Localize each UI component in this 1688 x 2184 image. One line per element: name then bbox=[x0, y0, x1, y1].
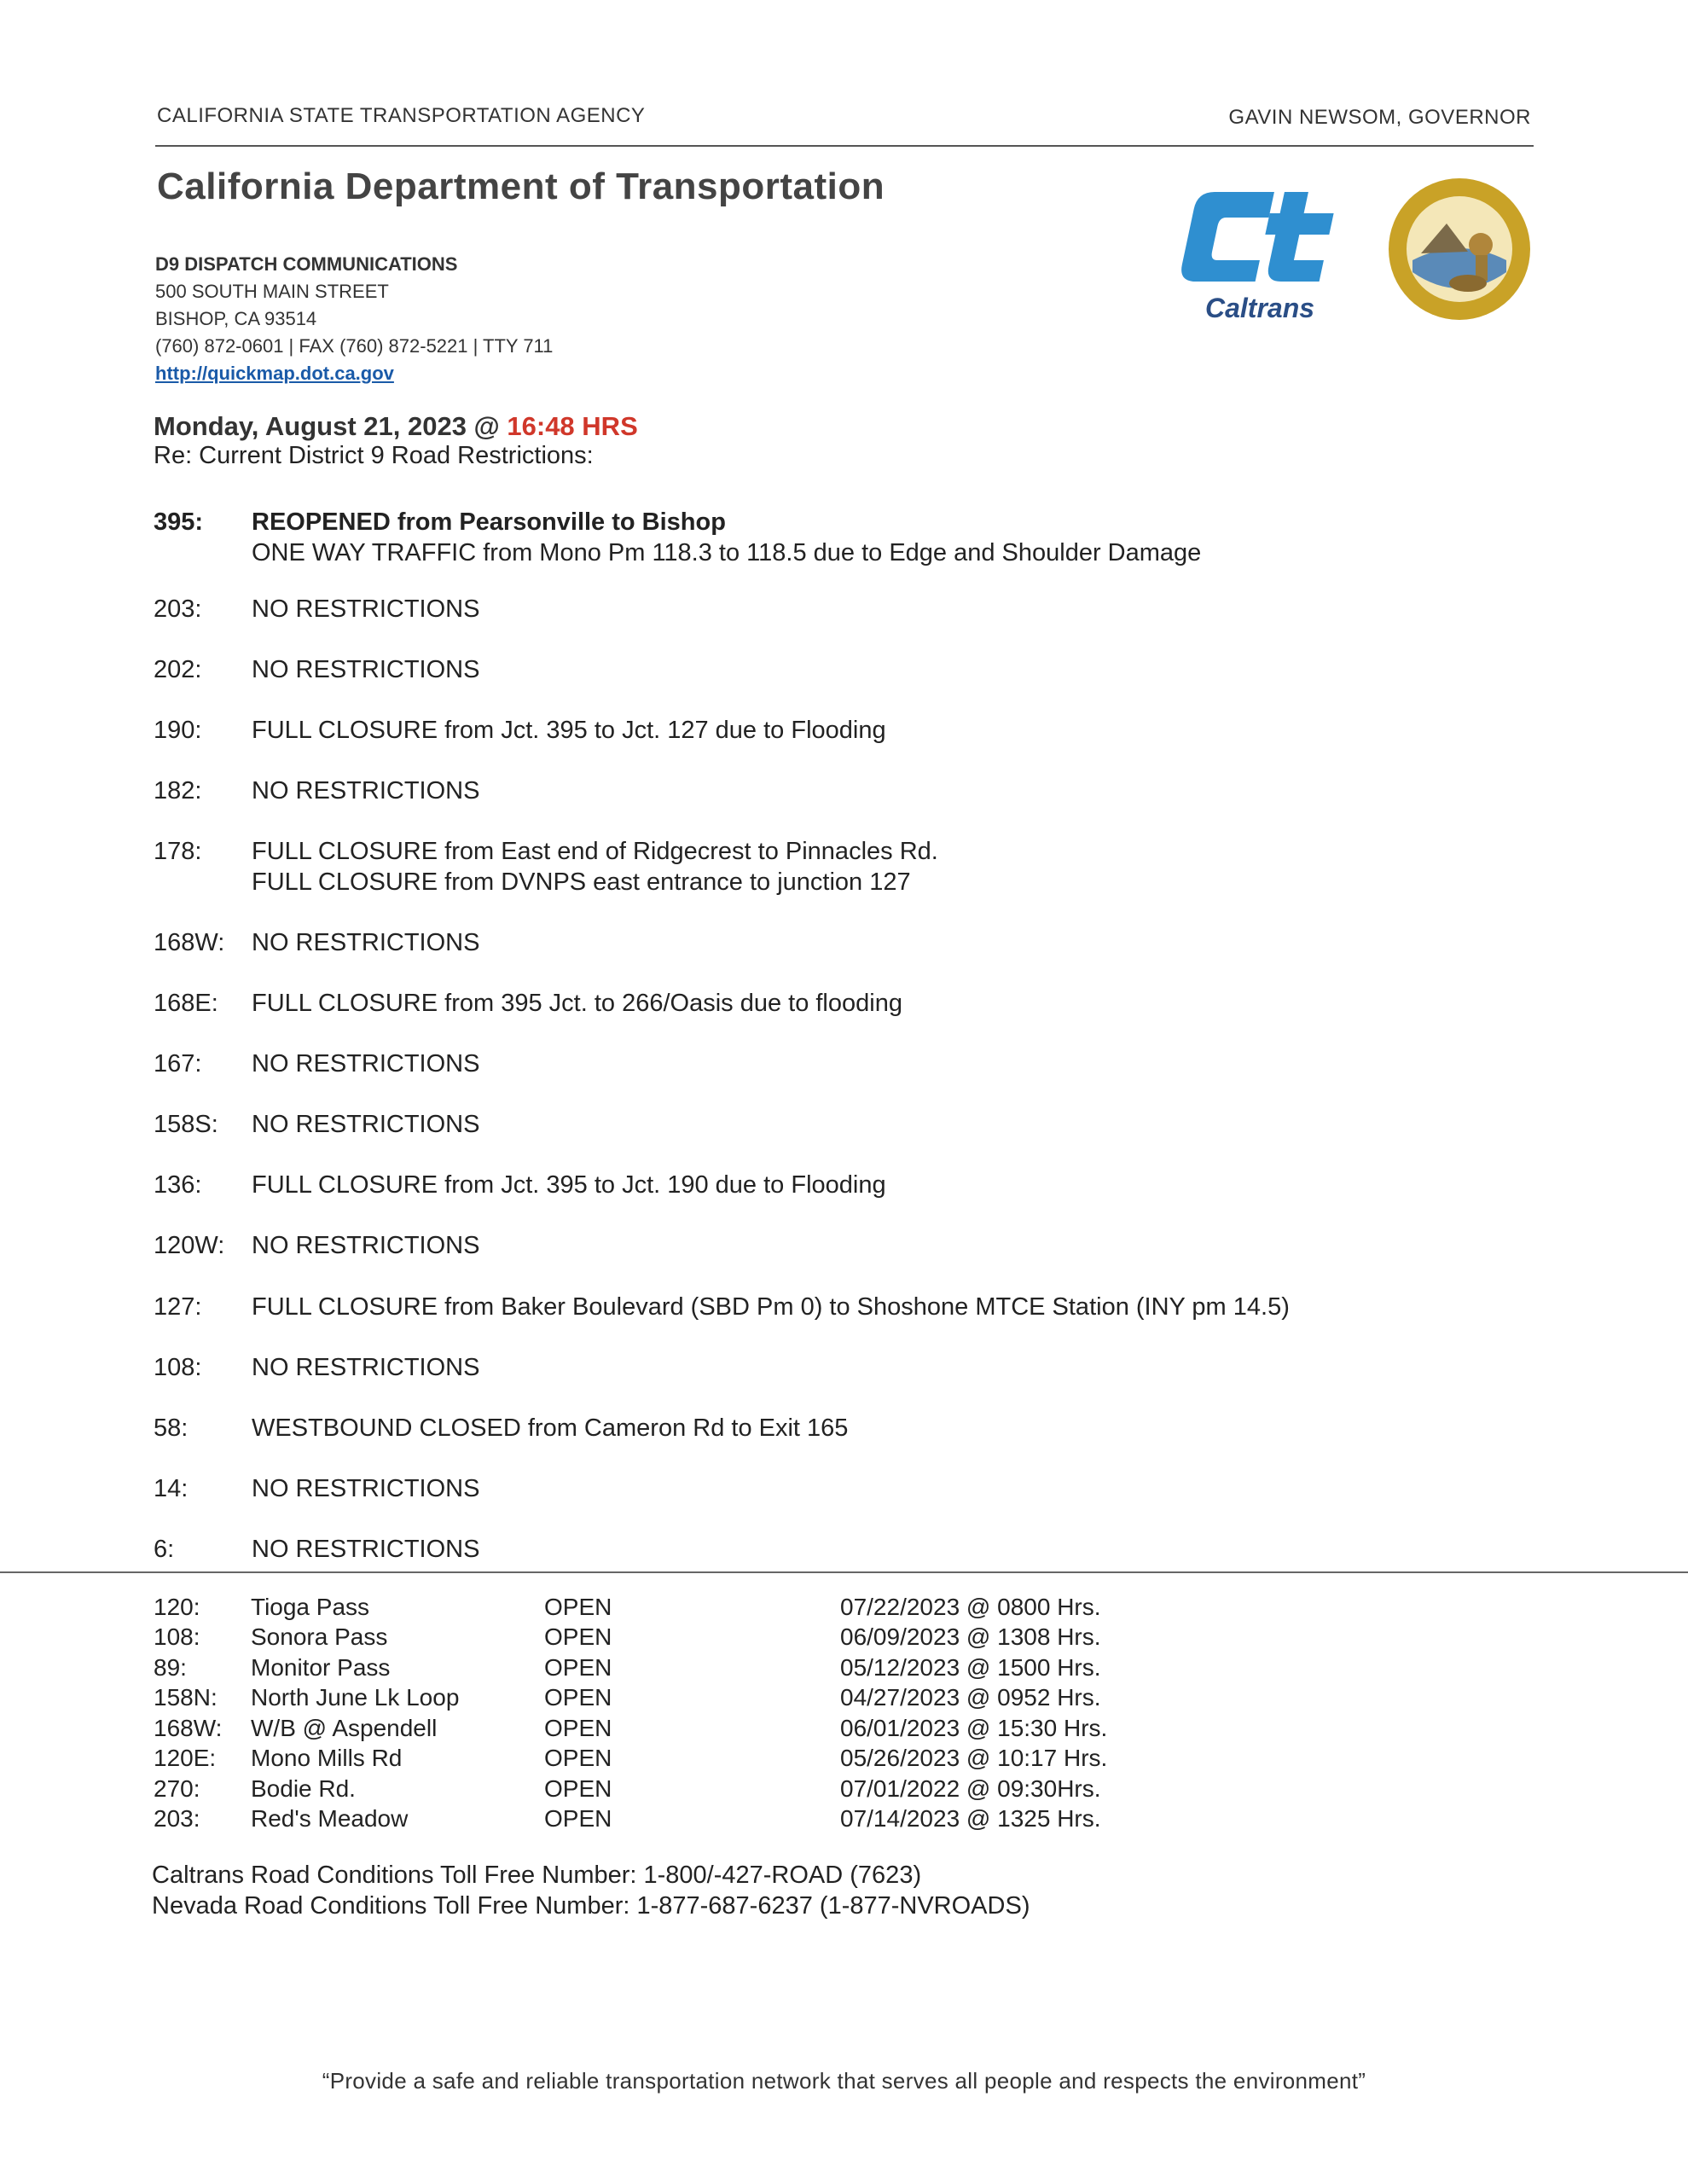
route-status: NO RESTRICTIONS bbox=[252, 1475, 480, 1502]
footer-motto: “Provide a safe and reliable transportation network that serves all people and respects the environment” bbox=[322, 2068, 1366, 2094]
pass-route: 270: bbox=[154, 1775, 200, 1802]
route-status: NO RESTRICTIONS bbox=[252, 1050, 480, 1077]
route-status: NO RESTRICTIONS bbox=[252, 656, 480, 683]
route-number: 190: bbox=[154, 717, 202, 744]
route-number: 6: bbox=[154, 1536, 175, 1563]
caltrans-logo-text: Caltrans bbox=[1205, 293, 1315, 323]
report-date: Monday, August 21, 2023 @ bbox=[154, 411, 508, 441]
pass-status: OPEN bbox=[544, 1715, 612, 1741]
pass-name: Sonora Pass bbox=[251, 1623, 388, 1650]
pass-name: Monitor Pass bbox=[251, 1654, 391, 1681]
pass-route: 158N: bbox=[154, 1684, 218, 1711]
pass-date: 06/01/2023 @ 15:30 Hrs. bbox=[840, 1715, 1108, 1741]
route-number: 120W: bbox=[154, 1232, 225, 1259]
route-number: 168E: bbox=[154, 990, 218, 1017]
route-status: NO RESTRICTIONS bbox=[252, 1536, 480, 1563]
pass-name: North June Lk Loop bbox=[251, 1684, 460, 1711]
route-number: 167: bbox=[154, 1050, 202, 1077]
pass-date: 07/01/2022 @ 09:30Hrs. bbox=[840, 1775, 1101, 1802]
route-status: REOPENED from Pearsonville to Bishop bbox=[252, 508, 726, 536]
pass-date: 07/22/2023 @ 0800 Hrs. bbox=[840, 1594, 1101, 1620]
pass-date: 05/26/2023 @ 10:17 Hrs. bbox=[840, 1745, 1108, 1771]
governor-name: GAVIN NEWSOM, GOVERNOR bbox=[1228, 106, 1531, 129]
route-status: FULL CLOSURE from Jct. 395 to Jct. 190 due to Flooding bbox=[252, 1171, 886, 1199]
route-status: FULL CLOSURE from Jct. 395 to Jct. 127 due to Flooding bbox=[252, 717, 886, 744]
pass-status: OPEN bbox=[544, 1684, 612, 1711]
state-seal-icon bbox=[1387, 177, 1532, 322]
pass-route: 89: bbox=[154, 1654, 187, 1681]
agency-name: CALIFORNIA STATE TRANSPORTATION AGENCY bbox=[157, 104, 646, 127]
office-block bbox=[155, 251, 553, 387]
caltrans-toll-number: Caltrans Road Conditions Toll Free Number: 1-800/-427-ROAD (7623) bbox=[152, 1862, 922, 1889]
route-status: NO RESTRICTIONS bbox=[252, 777, 480, 804]
pass-status: OPEN bbox=[544, 1623, 612, 1650]
pass-name: Red's Meadow bbox=[251, 1805, 409, 1832]
route-status: FULL CLOSURE from DVNPS east entrance to junction 127 bbox=[252, 868, 911, 896]
pass-status: OPEN bbox=[544, 1775, 612, 1802]
route-number: 182: bbox=[154, 777, 202, 804]
route-status: NO RESTRICTIONS bbox=[252, 595, 480, 623]
pass-name: Bodie Rd. bbox=[251, 1775, 356, 1802]
pass-route: 120E: bbox=[154, 1745, 217, 1771]
pass-route: 108: bbox=[154, 1623, 200, 1650]
route-status: NO RESTRICTIONS bbox=[252, 1111, 480, 1138]
pass-status: OPEN bbox=[544, 1654, 612, 1681]
route-number: 202: bbox=[154, 656, 202, 683]
pass-date: 05/12/2023 @ 1500 Hrs. bbox=[840, 1654, 1101, 1681]
pass-status: OPEN bbox=[544, 1805, 612, 1832]
route-number: 108: bbox=[154, 1354, 202, 1381]
report-time: 16:48 HRS bbox=[507, 411, 638, 441]
route-status: FULL CLOSURE from East end of Ridgecrest to Pinnacles Rd. bbox=[252, 838, 938, 865]
route-number: 395: bbox=[154, 508, 204, 536]
route-status: FULL CLOSURE from Baker Boulevard (SBD Pm 0) to Shoshone MTCE Station (INY pm 14.5) bbox=[252, 1293, 1290, 1321]
route-status: ONE WAY TRAFFIC from Mono Pm 118.3 to 118.5 due to Edge and Shoulder Damage bbox=[252, 539, 1202, 566]
route-status: NO RESTRICTIONS bbox=[252, 1232, 480, 1259]
report-subject: Re: Current District 9 Road Restrictions: bbox=[154, 442, 594, 469]
route-status: WESTBOUND CLOSED from Cameron Rd to Exit 165 bbox=[252, 1414, 849, 1442]
pass-route: 120: bbox=[154, 1594, 200, 1620]
report-dateline bbox=[154, 411, 638, 442]
office-name: D9 DISPATCH COMMUNICATIONS bbox=[155, 253, 458, 275]
pass-status: OPEN bbox=[544, 1745, 612, 1771]
caltrans-logo bbox=[1181, 188, 1356, 324]
route-status: NO RESTRICTIONS bbox=[252, 929, 480, 956]
route-number: 178: bbox=[154, 838, 202, 865]
pass-date: 07/14/2023 @ 1325 Hrs. bbox=[840, 1805, 1101, 1832]
pass-name: W/B @ Aspendell bbox=[251, 1715, 438, 1741]
section-divider bbox=[0, 1571, 1688, 1573]
route-status: NO RESTRICTIONS bbox=[252, 1354, 480, 1381]
pass-date: 04/27/2023 @ 0952 Hrs. bbox=[840, 1684, 1101, 1711]
route-number: 203: bbox=[154, 595, 202, 623]
pass-route: 168W: bbox=[154, 1715, 223, 1741]
pass-name: Tioga Pass bbox=[251, 1594, 370, 1620]
route-number: 136: bbox=[154, 1171, 202, 1199]
nevada-toll-number: Nevada Road Conditions Toll Free Number: 1-877-687-6237 (1-877-NVROADS) bbox=[152, 1892, 1030, 1920]
route-number: 168W: bbox=[154, 929, 225, 956]
quickmap-link[interactable]: http://quickmap.dot.ca.gov bbox=[155, 363, 394, 384]
route-number: 58: bbox=[154, 1414, 189, 1442]
pass-route: 203: bbox=[154, 1805, 200, 1832]
office-city: BISHOP, CA 93514 bbox=[155, 308, 317, 329]
office-phones: (760) 872-0601 | FAX (760) 872-5221 | TTY 711 bbox=[155, 335, 554, 357]
pass-date: 06/09/2023 @ 1308 Hrs. bbox=[840, 1623, 1101, 1650]
office-street: 500 SOUTH MAIN STREET bbox=[155, 281, 389, 302]
header-rule bbox=[155, 145, 1534, 147]
route-number: 158S: bbox=[154, 1111, 218, 1138]
department-title: California Department of Transportation bbox=[157, 166, 885, 207]
route-number: 127: bbox=[154, 1293, 202, 1321]
pass-name: Mono Mills Rd bbox=[251, 1745, 403, 1771]
route-status: FULL CLOSURE from 395 Jct. to 266/Oasis due to flooding bbox=[252, 990, 902, 1017]
pass-status: OPEN bbox=[544, 1594, 612, 1620]
route-number: 14: bbox=[154, 1475, 189, 1502]
